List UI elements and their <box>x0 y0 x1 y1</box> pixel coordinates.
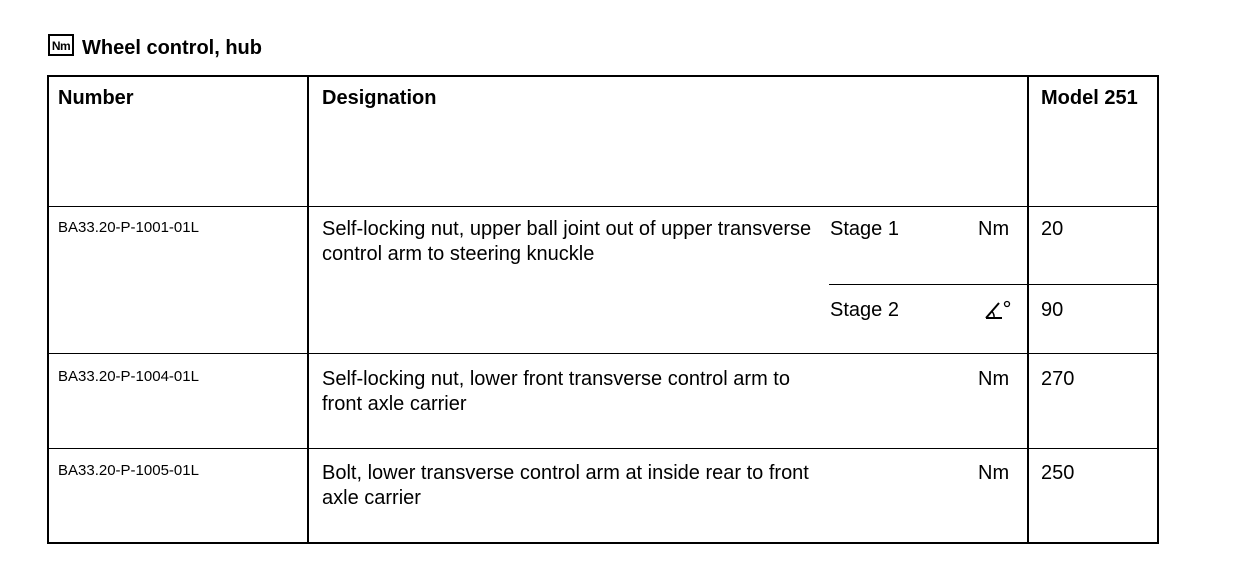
row-divider-2 <box>47 448 1159 449</box>
table-row-1-stage-2: Stage 2 <box>830 299 899 321</box>
table-row-1-stage-1: Stage 1 <box>830 218 899 240</box>
table-border-top <box>47 75 1159 77</box>
header-model: Model 251 <box>1041 87 1138 109</box>
table-row-3-number: BA33.20-P-1005-01L <box>58 462 199 479</box>
table-row-1-number: BA33.20-P-1001-01L <box>58 219 199 236</box>
table-row-1-stage-1-value: 20 <box>1041 218 1064 240</box>
table-border-bottom <box>47 542 1159 544</box>
table-border-left <box>47 75 49 544</box>
table-row-3-designation: Bolt, lower transverse control arm at inside rear to front axle carrier <box>322 462 809 509</box>
table-row-1-stage-2-value: 90 <box>1041 299 1064 321</box>
row-divider-1 <box>47 353 1159 354</box>
header-designation: Designation <box>322 87 437 109</box>
table-row-3-value: 250 <box>1041 462 1075 484</box>
column-divider-number <box>307 75 309 544</box>
torque-nm-icon: Nm <box>48 34 74 56</box>
angle-degree-icon <box>984 299 1012 321</box>
table-row-2-value: 270 <box>1041 368 1075 390</box>
page-title: Wheel control, hub <box>82 36 262 59</box>
table-row-1-designation: Self-locking nut, upper ball joint out of upper transverse control arm to steering knuckle <box>322 218 812 265</box>
header-number: Number <box>58 87 134 109</box>
torque-table <box>47 75 1159 544</box>
table-row-3-unit: Nm <box>978 462 1010 484</box>
table-row-2-unit: Nm <box>978 368 1010 390</box>
table-border-right <box>1157 75 1159 544</box>
page-header <box>48 30 262 60</box>
column-divider-model <box>1027 75 1029 544</box>
table-row-2-designation: Self-locking nut, lower front transverse control arm to front axle carrier <box>322 368 790 415</box>
table-row-2-number: BA33.20-P-1004-01L <box>58 368 199 385</box>
row-divider-header <box>47 206 1159 207</box>
table-row-1-stage-1-unit: Nm <box>978 218 1010 240</box>
row-divider-stage <box>829 284 1159 285</box>
